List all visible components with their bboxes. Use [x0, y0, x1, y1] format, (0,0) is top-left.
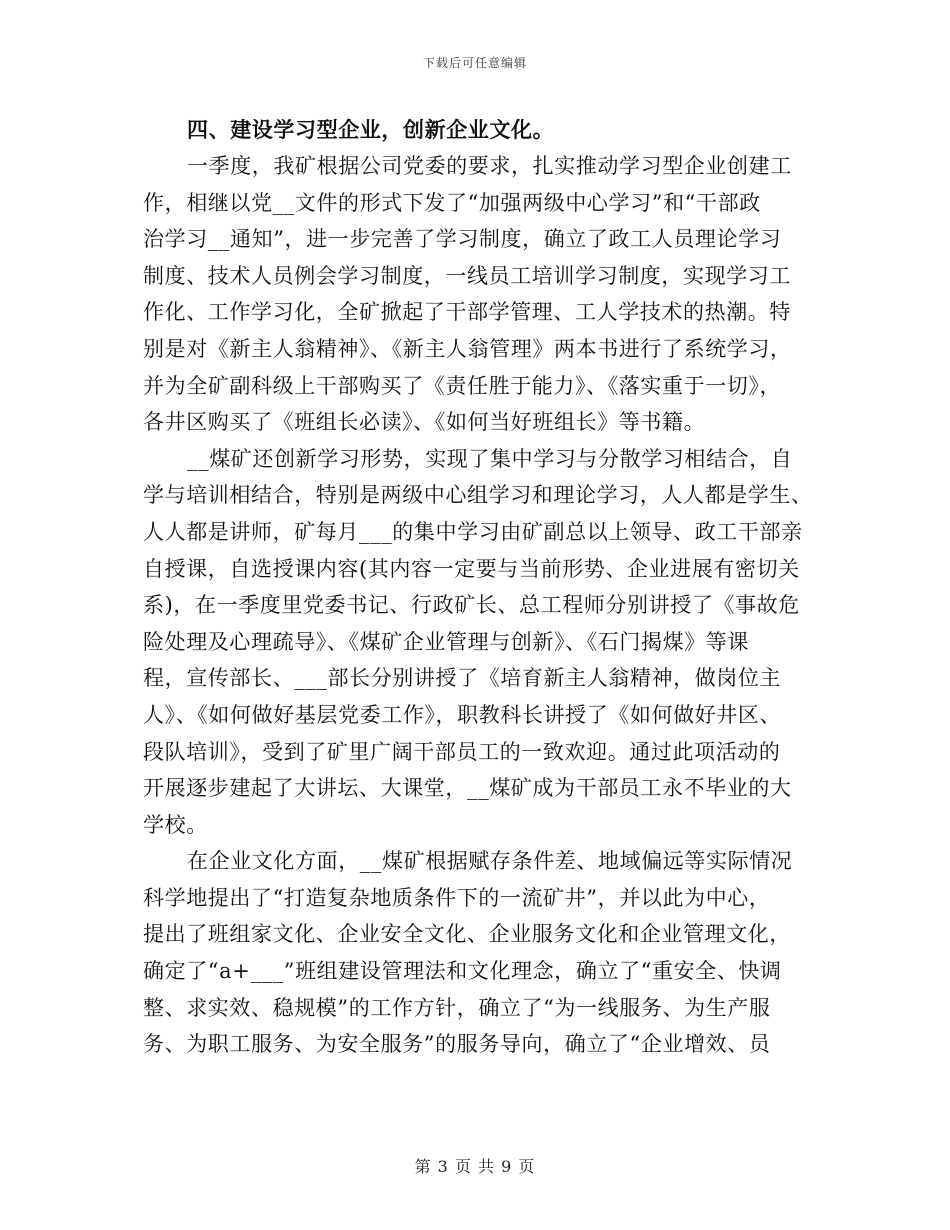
paragraph-line: 一季度，我矿根据公司党委的要求，扎实推动学习型企业创建工: [187, 154, 792, 178]
paragraph-line: __煤矿还创新学习形势，实现了集中学习与分散学习相结合，自: [187, 446, 793, 471]
paragraph-line: 整、求实效、稳规模”的工作方针，确立了“为一线服务、为生产服: [143, 995, 771, 1020]
paragraph-line: 各井区购买了《班组长必读》、《如何当好班组长》等书籍。: [143, 410, 706, 435]
paragraph-3: [143, 843, 805, 1063]
paragraph-line: 险处理及心理疏导》、《煤矿企业管理与创新》、《石门揭煤》等课: [143, 629, 749, 654]
paragraph-line: 段队培训》，受到了矿里广阔干部员工的一致欢迎。通过此项活动的: [143, 739, 781, 764]
paragraph-line: 治学习__通知”，进一步完善了学习制度，确立了政工人员理论学习: [143, 227, 782, 252]
paragraph-line: 开展逐步建起了大讲坛、大课堂，__煤矿成为干部员工永不毕业的大: [143, 776, 792, 801]
paragraph-1: [143, 148, 805, 441]
paragraph-line: 别是对《新主人翁精神》、《新主人翁管理》两本书进行了系统学习，: [143, 336, 792, 361]
section-heading: 四、建设学习型企业，创新企业文化。: [187, 117, 555, 142]
paragraph-line: 作，相继以党__文件的形式下发了“加强两级中心学习”和“干部政: [143, 190, 761, 215]
paragraph-line: 务、为职工服务、为安全服务”的服务导向，确立了“企业增效、员: [143, 1032, 771, 1057]
paragraph-line: 并为全矿副科级上干部购买了《责任胜于能力》、《落实重于一切》，: [143, 373, 782, 398]
paragraph-line: 作化、工作学习化，全矿掀起了干部学管理、工人学技术的热潮。特: [143, 300, 791, 325]
paragraph-line: 人》、《如何做好基层党委工作》，职教科长讲授了《如何做好井区、: [143, 702, 782, 727]
paragraph-line: 人人都是讲师，矿每月___的集中学习由矿副总以上领导、政工干部亲: [143, 519, 803, 544]
paragraph-line: 提出了班组家文化、企业安全文化、企业服务文化和企业管理文化，: [143, 922, 791, 947]
paragraph-line: 学校。: [143, 812, 208, 837]
paragraph-line: 确定了“a+___”班组建设管理法和文化理念，确立了“重安全、快调: [143, 959, 782, 984]
document-body: [143, 112, 813, 1063]
paragraph-line: 程，宣传部长、___部长分别讲授了《培育新主人翁精神，做岗位主: [143, 666, 782, 691]
paragraph-line: 自授课，自选授课内容(其内容一定要与当前形势、企业进展有密切关: [143, 556, 800, 581]
page-header: 下载后可任意编辑: [422, 56, 527, 70]
paragraph-line: 制度、技术人员例会学习制度，一线员工培训学习制度，实现学习工: [143, 263, 791, 288]
page-footer: 第 3 页 共 9 页: [414, 1157, 536, 1176]
paragraph-line: 系)，在一季度里党委书记、行政矿长、总工程师分别讲授了《事故危: [143, 593, 800, 618]
paragraph-2: [143, 441, 813, 844]
paragraph-line: 科学地提出了“打造复杂地质条件下的一流矿井”，并以此为中心，: [143, 885, 771, 910]
paragraph-line: 在企业文化方面，__煤矿根据赋存条件差、地域偏远等实际情况: [187, 849, 793, 874]
paragraph-line: 学与培训相结合，特别是两级中心组学习和理论学习，人人都是学生、: [143, 483, 813, 508]
